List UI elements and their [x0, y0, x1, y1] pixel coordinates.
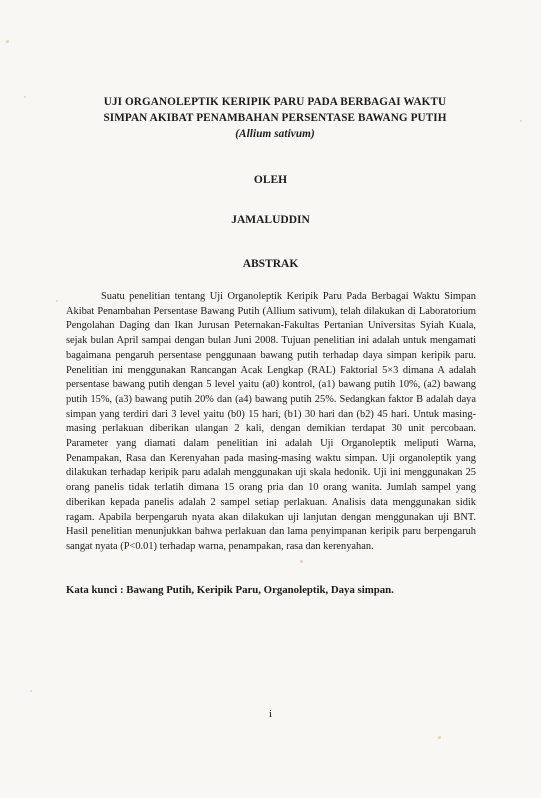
scan-speck [6, 40, 9, 43]
title-line-3: (Allium sativum) [235, 128, 315, 140]
document-title [70, 94, 480, 142]
abstract-body [66, 290, 476, 555]
abstract-paragraph: Suatu penelitian tentang Uji Organoleptik Keripik Paru Pada Berbagai Waktu Simpan Akibat Penambahan Persentase Bawang Putih (Allium sativum), telah dilakukan di Laboratorium Pengolahan Daging dan Ikan Jurusan Peternakan-Fakultas Pertanian Universitas Syiah Kuala, sejak bulan April sampai dengan bulan Juni 2008. Tujuan penelitian ini adalah untuk mengamati bagaimana pengaruh persentase penggunaan bawang putih terhadap daya simpan keripik paru. Penelitian ini menggunakan Rancangan Acak Lengkap (RAL) Faktorial 5×3 dimana A adalah persentase bawang putih dengan 5 level yaitu (a0) kontrol, (a1) bawang putih 10%, (a2) bawang putih 15%, (a3) bawang putih 20% dan (a4) bawang putih 25%. Sedangkan faktor B adalah daya simpan yang terdiri dari 3 level yaitu (b0) 15 hari, (b1) 30 hari dan (b2) 45 hari. Untuk masing-masing perlakuan diberikan ulangan 2 kali, dengan demikian terdapat 30 unit percobaan. Parameter yang diamati dalam penelitian ini adalah Uji Organoleptik meliputi Warna, Penampakan, Rasa dan Kerenyahan pada masing-masing waktu simpan. Uji organoleptik yang dilakukan terhadap keripik paru adalah menggunakan uji skala hedonik. Uji ini menggunakan 25 orang panelis tidak terlatih dimana 15 orang pria dan 10 orang wanita. Jumlah sampel yang diberikan kepada panelis adalah 2 sampel setiap perlakuan. Analisis data menggunakan sidik ragam. Apabila berpengaruh nyata akan dilakukan uji lanjutan dengan menggunakan uji BNT. Hasil penelitian menunjukkan bahwa perlakuan dan lama penyimpanan keripik paru berpengaruh sangat nyata (P<0.01) terhadap warna, penampakan, rasa dan kerenyahan. [66, 291, 476, 552]
scan-speck [56, 300, 58, 302]
abstract-heading: ABSTRAK [242, 258, 299, 270]
author-name: JAMALUDDIN [231, 214, 310, 226]
title-line-2: SIMPAN AKIBAT PENAMBAHAN PERSENTASE BAWANG PUTIH [103, 112, 447, 124]
scan-speck [30, 690, 32, 692]
scan-speck [438, 736, 441, 739]
scan-speck [520, 120, 522, 122]
page-number: i [268, 708, 273, 720]
scan-speck [300, 560, 303, 563]
title-line-1: UJI ORGANOLEPTIK KERIPIK PARU PADA BERBAGAI WAKTU [103, 96, 447, 108]
keywords-text: Bawang Putih, Keripik Paru, Organoleptik, Daya simpan. [126, 584, 394, 596]
oleh-label: OLEH [253, 174, 288, 186]
keywords-label: Kata kunci : [66, 584, 124, 596]
scan-speck [24, 96, 26, 98]
keywords-line [66, 584, 486, 596]
